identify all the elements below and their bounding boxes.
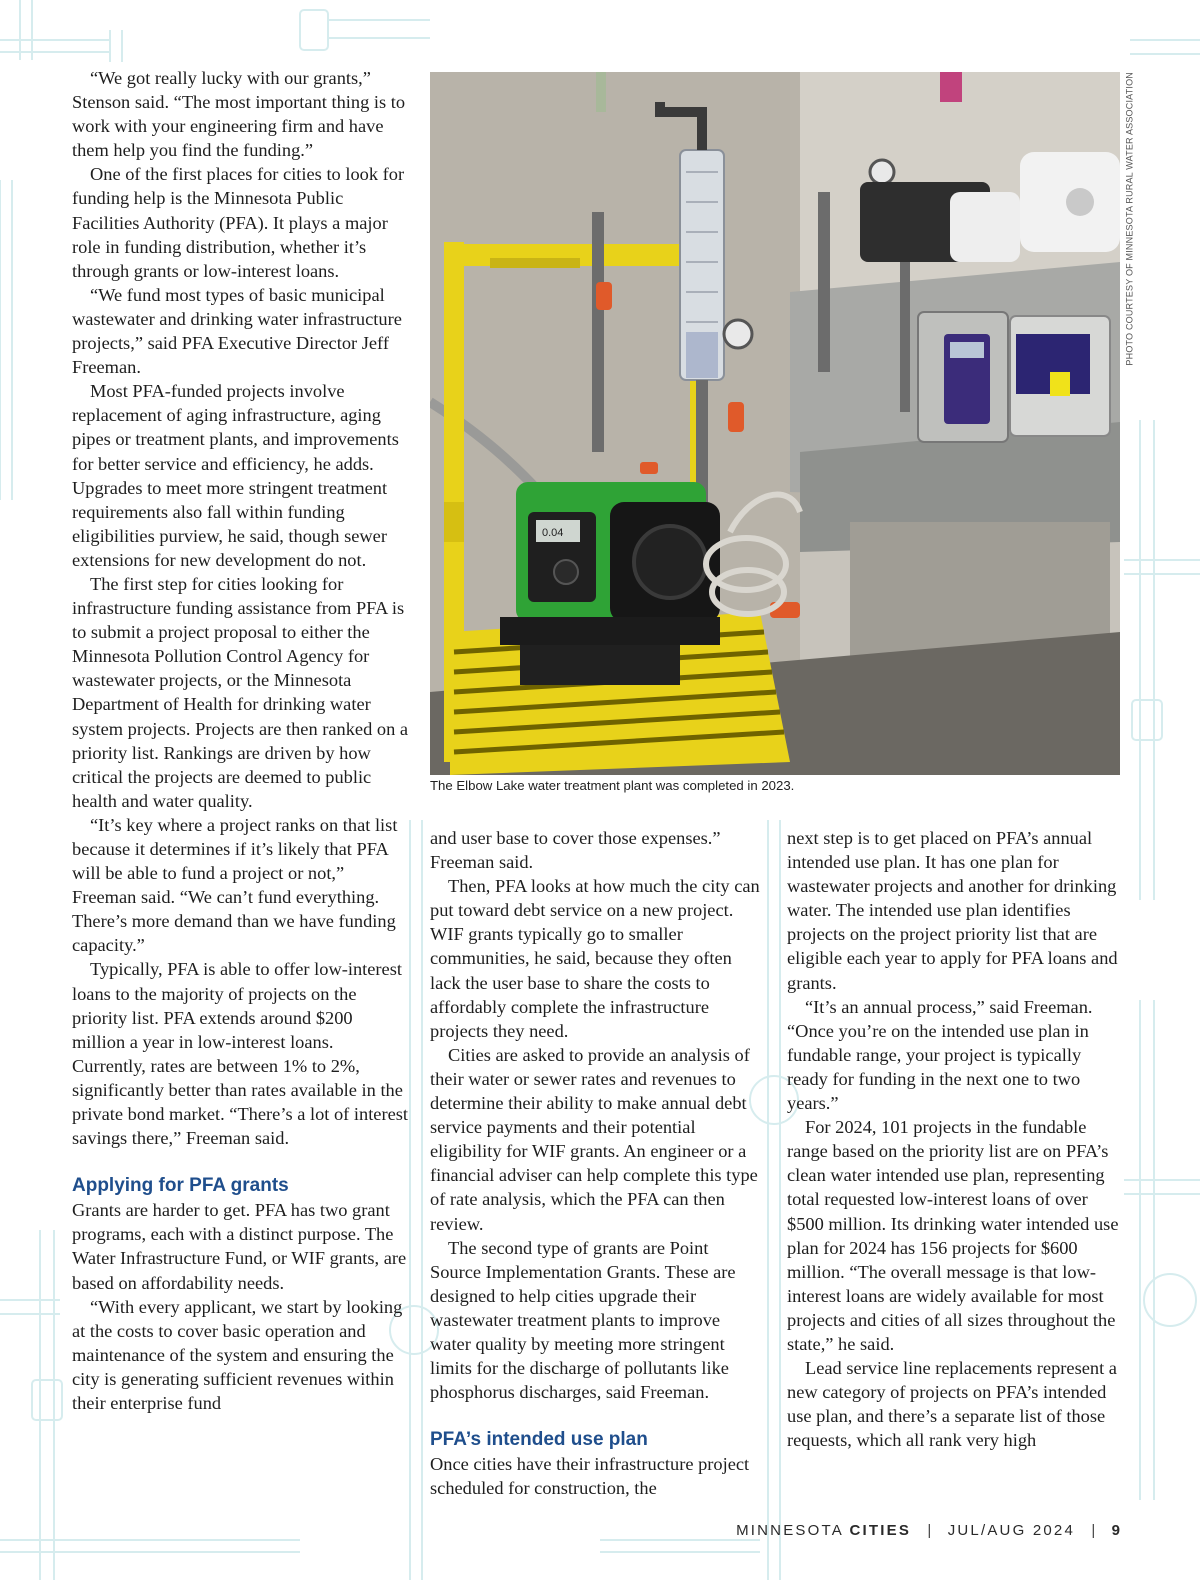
paragraph: Most PFA-funded projects involve replacement of aging infrastructure, aging pipes or treatment plants, and improvements for better service and efficiency, he adds. Upgrades to meet more stringent treatment requirements also fall within funding eligibilities purview, he said, though sewer extensions for new development do not. (72, 381, 399, 570)
paragraph: Grants are harder to get. PFA has two grant programs, each with a distinct purpose. The Water Infrastructure Fund, or WIF grants, are based on affordability needs. (72, 1200, 407, 1293)
photo-caption: The Elbow Lake water treatment plant was completed in 2023. (430, 778, 795, 793)
paragraph: Lead service line replacements represent a new category of projects on PFA’s intended use plan, and there’s a separate list of those requests, which all rank very high (787, 1358, 1117, 1451)
article-column-2 (430, 826, 764, 1500)
paragraph: Once cities have their infrastructure project scheduled for construction, the (430, 1454, 750, 1499)
paragraph: “With every applicant, we start by looking at the costs to cover basic operation and maintenance of the system and ensuring the city is generating sufficient revenues within their enterprise fund (72, 1296, 403, 1413)
issue-date: JUL/AUG 2024 (947, 1522, 1075, 1539)
article-column-1 (72, 66, 410, 1415)
paragraph: “It’s an annual process,” said Freeman. “Once you’re on the intended use plan in fundable range, your project is typically ready for funding in the next one to two years.” (787, 996, 1093, 1114)
paragraph: Cities are asked to provide an analysis of their water or sewer rates and revenues to determine their ability to make annual debt service payments and their potential eligibility for WIF grants. An engineer or a financial adviser can help complete this type of rate analysis, which the PFA can then review. (430, 1044, 758, 1234)
paragraph: For 2024, 101 projects in the fundable range based on the priority list are on PFA’s clean water intended use plan, representing total requested low-interest loans of over $500 million. Its drinking water intended use plan for 2024 has 156 projects for $600 million. “The overall message is that low-interest loans are widely available for most projects and cities of all sizes throughout the state,” he said. (787, 1117, 1119, 1354)
page-number: 9 (1111, 1522, 1120, 1539)
publication-name-prefix: MINNESOTA (736, 1522, 844, 1539)
page-footer (600, 1522, 1120, 1546)
pump-display-readout: 0.04 (542, 527, 564, 539)
paragraph: Typically, PFA is able to offer low-interest loans to the majority of projects on the priority list. PFA extends around $200 million a year in low-interest loans. Currently, rates are between 1% to 2%, significantly better than rates available in the private bond market. “There’s a lot of interest savings there,” Freeman said. (72, 959, 409, 1149)
footer-divider: | (927, 1522, 932, 1539)
article-column-3 (787, 826, 1123, 1452)
footer-divider: | (1091, 1522, 1096, 1539)
paragraph: The second type of grants are Point Source Implementation Grants. These are designed to help cities upgrade their wastewater treatment plants to improve water quality by meeting more stringent limits for the discharge of pollutants like phosphorus discharges, said Freeman. (430, 1237, 736, 1403)
water-treatment-equipment-illustration (430, 72, 1120, 775)
article-photo (430, 72, 1120, 775)
paragraph: One of the first places for cities to look for funding help is the Minnesota Public Facilities Authority (PFA). It plays a major role in funding distribution, whether it’s through grants or low-interest loans. (72, 164, 405, 281)
paragraph: “We got really lucky with our grants,” Stenson said. “The most important thing is to work with your engineering firm and have them help you find the funding.” (72, 68, 406, 161)
paragraph: next step is to get placed on PFA’s annual intended use plan. It has one plan for wastewater projects and another for drinking water. The intended use plan identifies projects on the project priority list that are eligible each year to apply for PFA loans and grants. (787, 828, 1118, 993)
subhead-applying-for-pfa-grants: Applying for PFA grants (72, 1175, 289, 1197)
subhead-intended-use-plan: PFA’s intended use plan (430, 1429, 648, 1451)
paragraph: “We fund most types of basic municipal wastewater and drinking water infrastructure projects,” said PFA Executive Director Jeff Freeman. (72, 284, 402, 378)
paragraph: Then, PFA looks at how much the city can put toward debt service on a new project. WIF grants typically go to smaller communities, he said, because they often lack the user base to share the costs to affordably complete the infrastructure projects they need. (430, 876, 760, 1041)
photo-credit-text: PHOTO COURTESY OF MINNESOTA RURAL WATER ASSOCIATION (1125, 72, 1135, 366)
paragraph: “It’s key where a project ranks on that list because it determines if it’s likely that PFA will be able to fund a project or not,” Freeman said. “We can’t fund everything. There’s more demand than we have funding capacity.” (72, 814, 398, 956)
paragraph: and user base to cover those expenses.” Freeman said. (430, 828, 721, 873)
paragraph: The first step for cities looking for infrastructure funding assistance from PFA is to submit a project proposal to either the Minnesota Pollution Control Agency for wastewater projects, or the Minnesota Department of Health for drinking water system projects. Projects are then ranked on a priority list. Rankings are driven by how critical the projects are deemed to public health and water quality. (72, 573, 409, 811)
photo-credit (1119, 72, 1135, 402)
publication-name-bold: CITIES (849, 1522, 912, 1539)
